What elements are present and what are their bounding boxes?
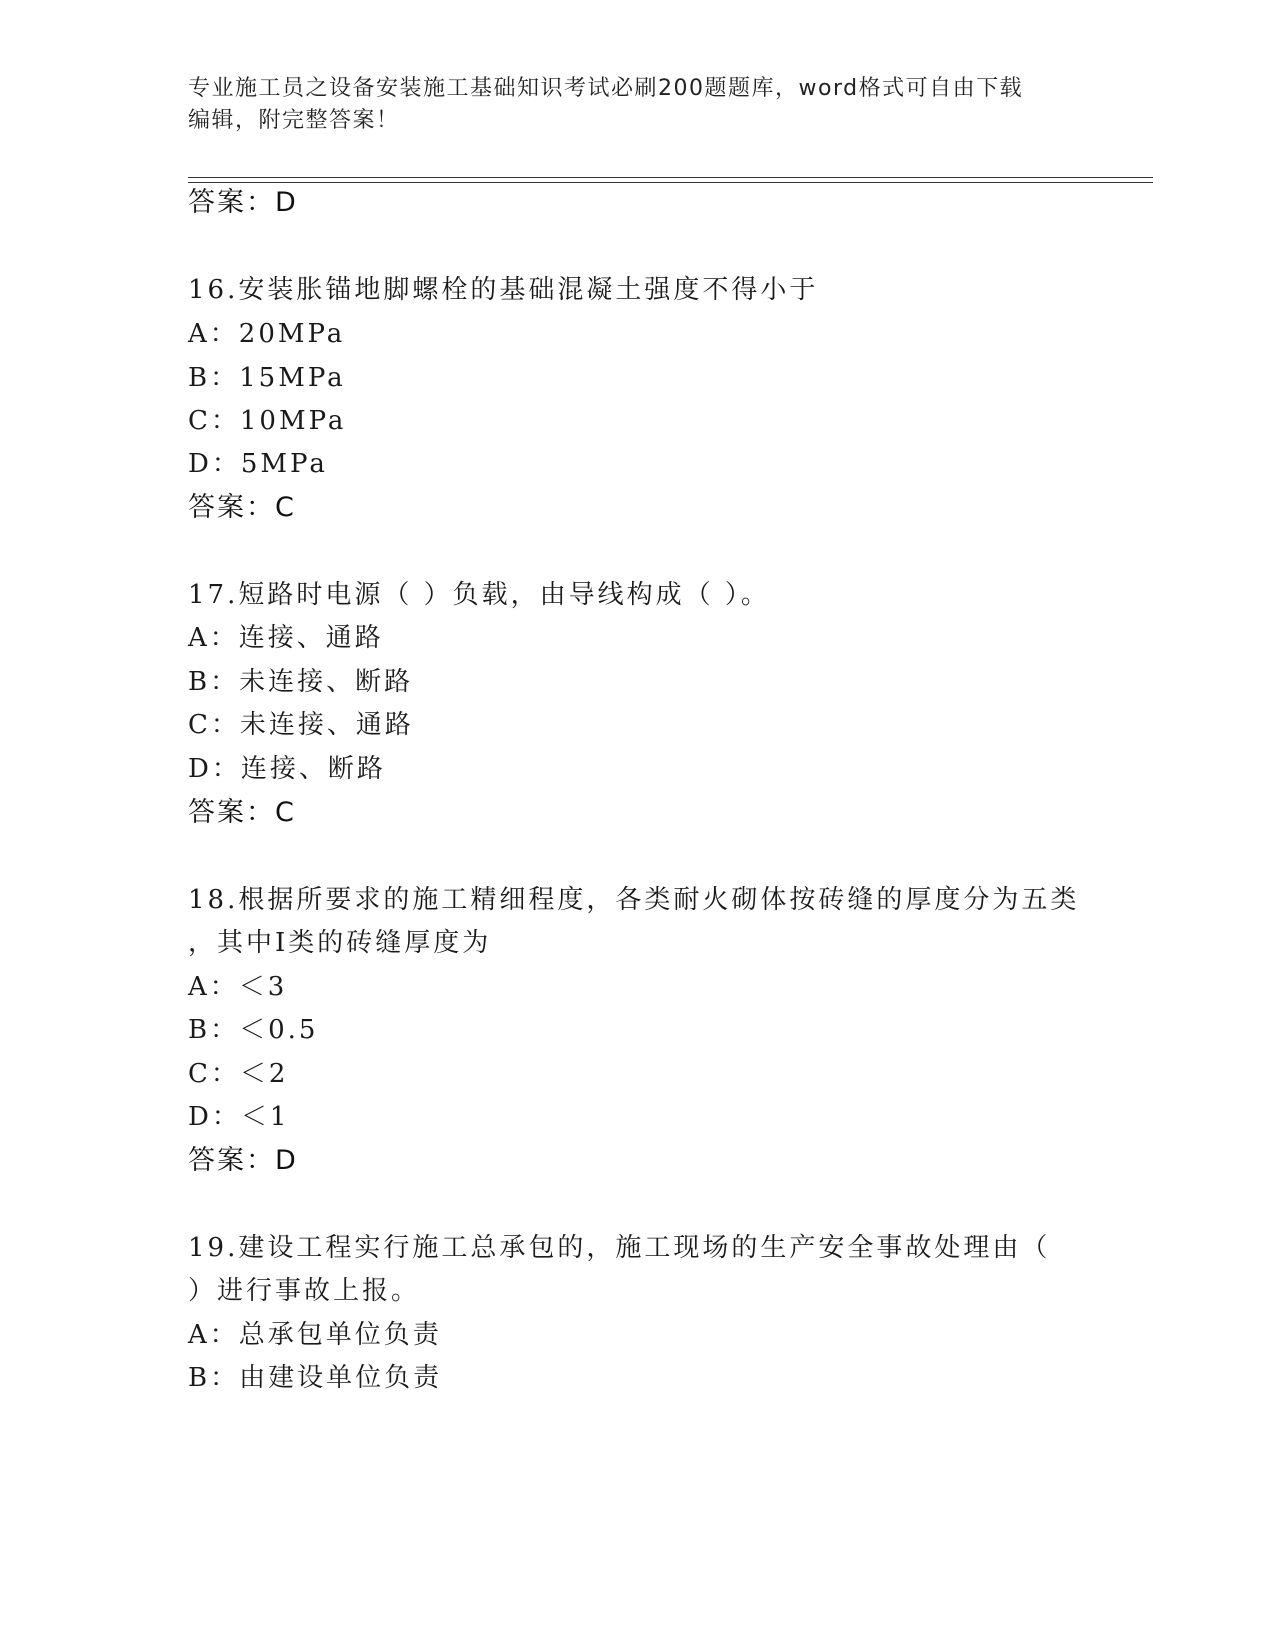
question-stem: 18.根据所要求的施工精细程度，各类耐火砌体按砖缝的厚度分为五类	[188, 885, 1080, 915]
answer-line: 答案：C	[188, 492, 296, 523]
option-c: C：未连接、通路	[188, 710, 414, 740]
option-b: B：未连接、断路	[188, 667, 414, 697]
question-stem: 19.建设工程实行施工总承包的，施工现场的生产安全事故处理由（	[188, 1233, 1051, 1263]
option-a: A：＜3	[188, 972, 288, 1002]
option-b: B：＜0.5	[188, 1015, 319, 1045]
answer-line: 答案：C	[188, 797, 296, 828]
option-a: A：20MPa	[188, 319, 346, 349]
document-header	[188, 73, 1068, 137]
question-stem-continued: ）进行事故上报。	[188, 1276, 421, 1306]
option-c: C：＜2	[188, 1059, 289, 1089]
option-c: C：10MPa	[188, 406, 347, 436]
answer-line: 答案：D	[188, 187, 298, 218]
option-d: D：5MPa	[188, 449, 328, 479]
header-line-1: 专业施工员之设备安装施工基础知识考试必刷200题题库，word格式可自由下载	[188, 76, 1024, 101]
question-stem-continued: ，其中Ⅰ类的砖缝厚度为	[188, 928, 492, 958]
option-a: A：总承包单位负责	[188, 1320, 442, 1350]
option-d: D：＜1	[188, 1102, 290, 1132]
header-divider-bottom	[188, 182, 1153, 183]
option-b: B：15MPa	[188, 363, 346, 393]
answer-line: 答案：D	[188, 1145, 298, 1176]
question-stem: 17.短路时电源（ ）负载，由导线构成（ ）。	[188, 580, 770, 610]
question-stem: 16.安装胀锚地脚螺栓的基础混凝土强度不得小于	[188, 275, 819, 305]
header-line-2: 编辑，附完整答案！	[188, 108, 400, 133]
option-a: A：连接、通路	[188, 623, 384, 653]
option-b: B：由建设单位负责	[188, 1363, 443, 1393]
header-divider-top	[188, 177, 1153, 178]
option-d: D：连接、断路	[188, 754, 386, 784]
